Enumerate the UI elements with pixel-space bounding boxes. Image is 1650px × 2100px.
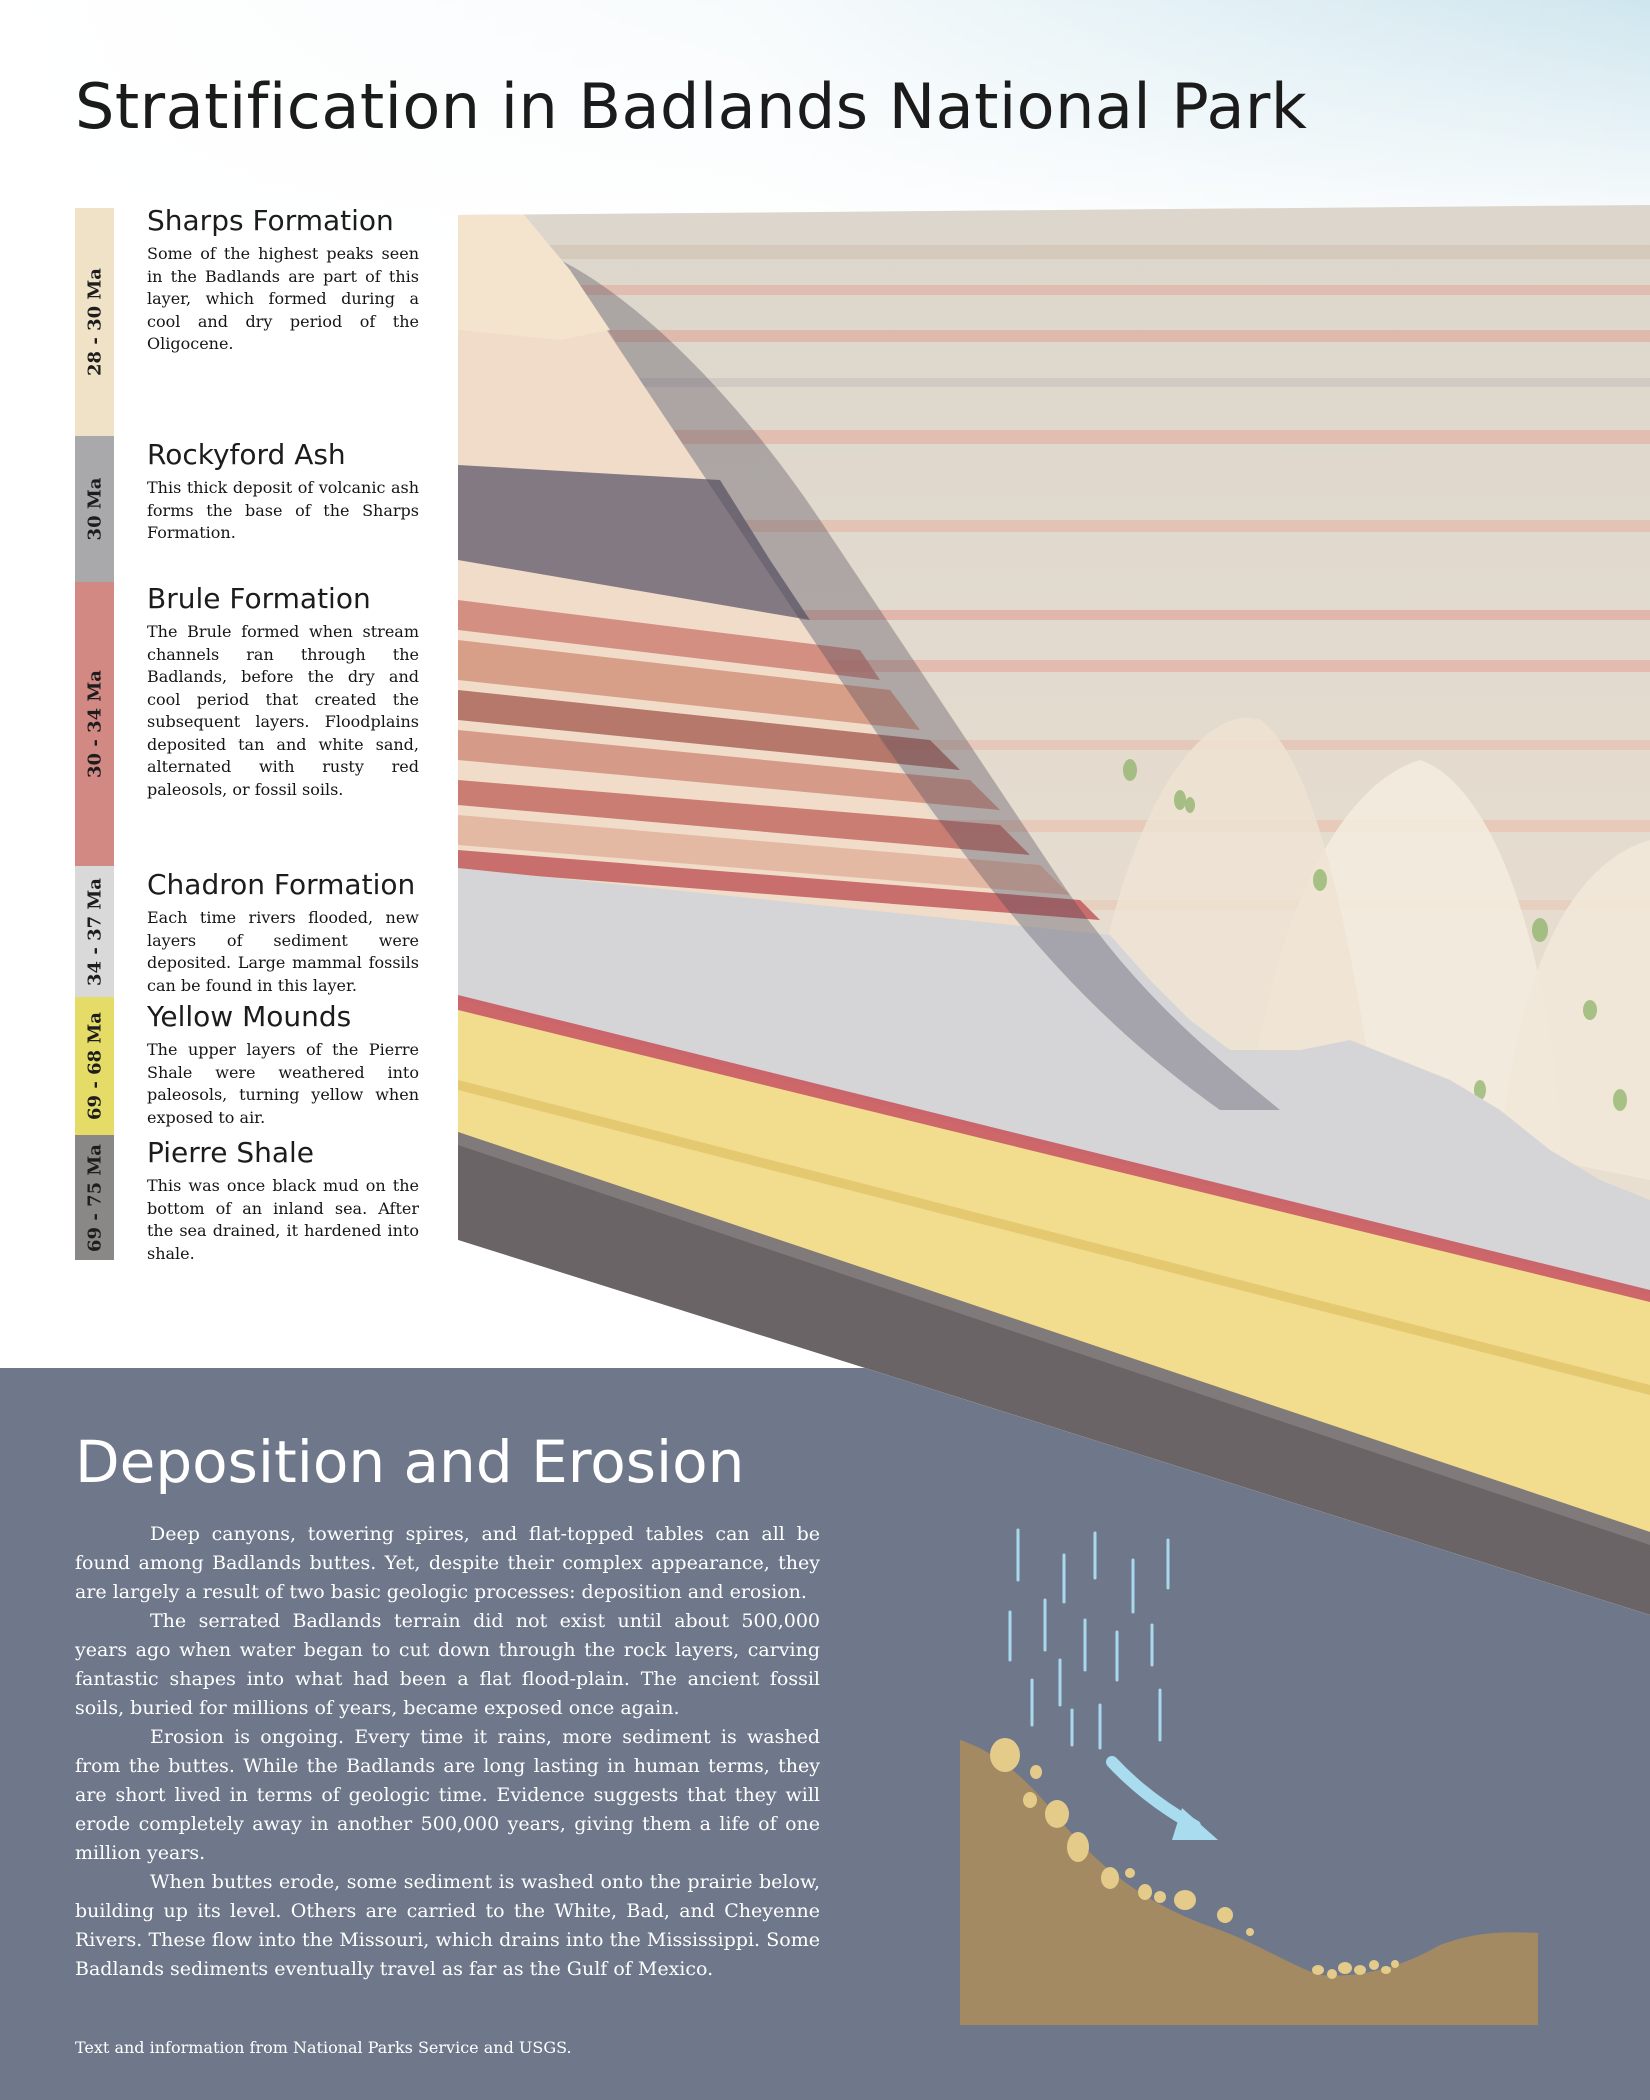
age-label: 28 - 30 Ma: [84, 268, 105, 376]
bar-rockyford-ash: [75, 436, 114, 582]
layer-description: Each time rivers flooded, new layers of sediment were deposited. Large mammal fossils can be found in this layer.: [147, 908, 419, 995]
layer-rockyford-ash: [147, 438, 419, 545]
layer-pierre-shale: [147, 1136, 419, 1265]
paragraph: When buttes erode, some sediment is washed onto the prairie below, building up its level. Others are carried to the White, Bad, and Cheyenne Rivers. These flow into the Missouri, which drains into the Mississippi. Some Badlands sediments eventually travel as far as the Gulf of Mexico.: [75, 1871, 820, 1980]
page-title: Stratification in Badlands National Park: [75, 70, 1308, 143]
layer-description: The Brule formed when stream channels ran through the Badlands, before the dry and cool period that created the subsequent layers. Floodplains deposited tan and white sand, alternated with rusty red paleosols, or fossil soils.: [147, 622, 419, 799]
layer-description: This was once black mud on the bottom of an inland sea. After the sea drained, it hardened into shale.: [147, 1176, 419, 1263]
layer-name: Sharps Formation: [147, 204, 394, 237]
layer-brule-formation: [147, 582, 419, 801]
layer-description: This thick deposit of volcanic ash forms the base of the Sharps Formation.: [147, 478, 419, 542]
layer-description: The upper layers of the Pierre Shale were weathered into paleosols, turning yellow when exposed to air.: [147, 1040, 419, 1127]
paragraph: Erosion is ongoing. Every time it rains, more sediment is washed from the buttes. While the Badlands are long lasting in human terms, they are short lived in terms of geologic time. Evidence suggests that they will erode completely away in another 500,000 years, giving them a life of one million years.: [75, 1726, 820, 1864]
layer-name: Chadron Formation: [147, 868, 416, 901]
paragraph: Deep canyons, towering spires, and flat-topped tables can all be found among Badlands buttes. Yet, despite their complex appearance, they are largely a result of two basic geologic processes: deposition and erosion.: [75, 1523, 820, 1603]
bar-pierre-shale: [75, 1135, 114, 1260]
age-label: 69 - 75 Ma: [84, 1143, 105, 1252]
layer-name: Rockyford Ash: [147, 438, 346, 471]
layer-chadron-formation: [147, 868, 419, 997]
source-credit: Text and information from National Parks Service and USGS.: [75, 2038, 572, 2057]
bar-sharps-formation: [75, 208, 114, 436]
bar-chadron-formation: [75, 866, 114, 997]
layer-name: Yellow Mounds: [147, 1000, 352, 1033]
age-label: 30 - 34 Ma: [84, 670, 105, 778]
paragraph: The serrated Badlands terrain did not exist until about 500,000 years ago when water began to cut down through the rock layers, carving fantastic shapes into what had been a flat flood-plain. The ancient fossil soils, buried for millions of years, became exposed once again.: [75, 1610, 820, 1719]
bar-brule-formation: [75, 582, 114, 866]
layer-description: Some of the highest peaks seen in the Badlands are part of this layer, which formed during a cool and dry period of the Oligocene.: [147, 244, 419, 353]
section-body: [75, 1520, 820, 1984]
layer-name: Brule Formation: [147, 582, 371, 615]
bar-yellow-mounds: [75, 997, 114, 1135]
layer-yellow-mounds: [147, 1000, 419, 1129]
age-label: 69 - 68 Ma: [84, 1012, 105, 1120]
age-label: 34 - 37 Ma: [84, 877, 105, 986]
layer-sharps-formation: [147, 204, 419, 356]
layer-name: Pierre Shale: [147, 1136, 315, 1169]
age-label: 30 Ma: [84, 477, 105, 541]
section-title: Deposition and Erosion: [75, 1428, 745, 1496]
